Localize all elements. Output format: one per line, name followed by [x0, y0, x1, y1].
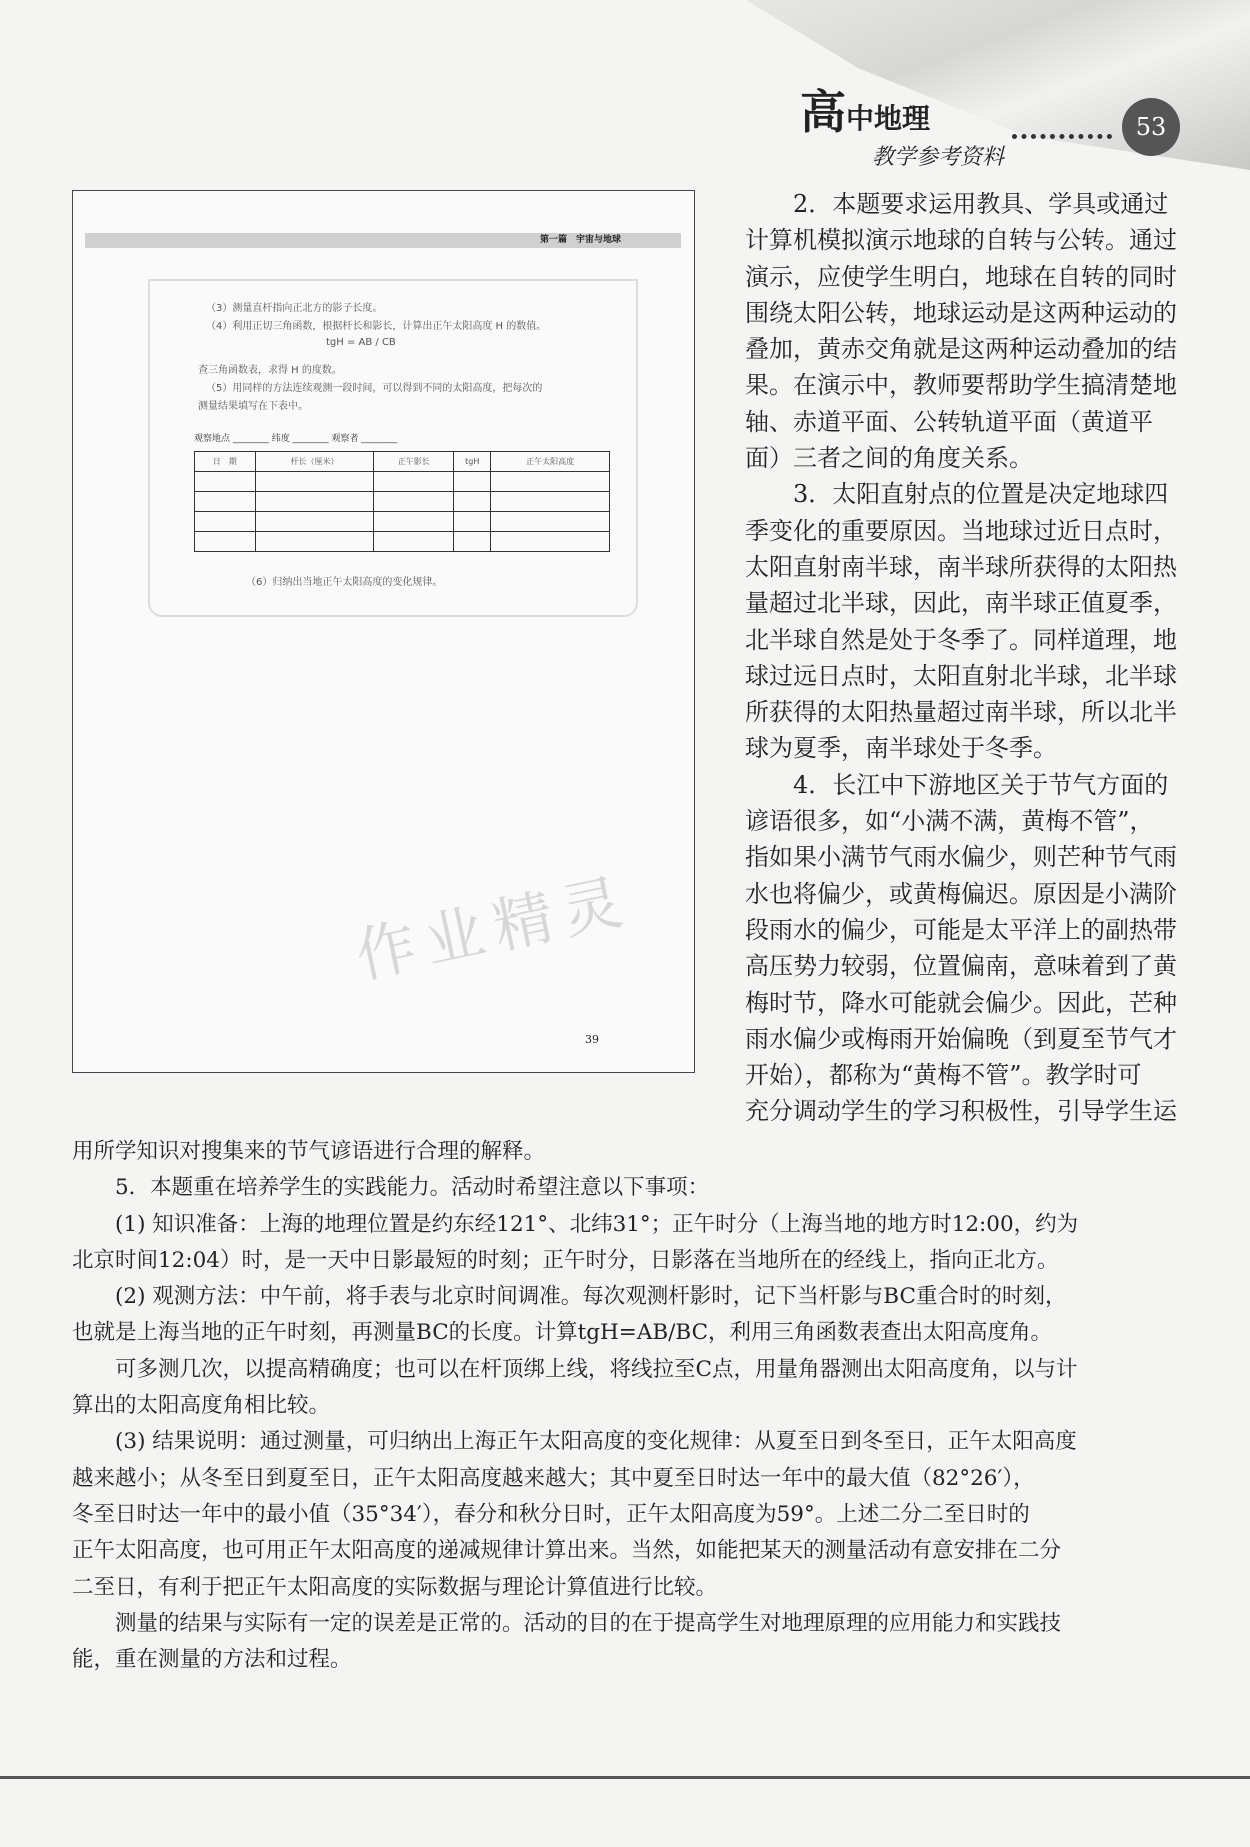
- text-line: 越来越小；从冬至日到夏至日，正午太阳高度越来越大；其中夏至日时达一年中的最大值（82°26′），: [72, 1465, 1035, 1491]
- table-header: 日 期: [195, 452, 256, 472]
- step-line: 查三角函数表，求得 H 的度数。: [198, 365, 342, 376]
- right-column-text: [745, 186, 1180, 1130]
- table-header: 正午太阳高度: [491, 452, 610, 472]
- text-line: 北京时间12:04）时，是一天中日影最短的时刻；正午时分，日影落在当地所在的经线上，指向正北方。: [72, 1247, 1059, 1273]
- observation-fields: 观察地点 ________ 纬度 ________ 观察者 ________: [194, 434, 398, 444]
- header-dots: [1012, 134, 1112, 139]
- text-line: 演示，应使学生明白，地球在自转的同时: [745, 262, 1177, 291]
- text-line: 季变化的重要原因。当地球过近日点时，: [745, 516, 1177, 545]
- watermark: 作业精灵: [349, 865, 639, 993]
- text-line: 轴、赤道平面、公转轨道平面（黄道平: [745, 407, 1153, 436]
- text-line: 量超过北半球，因此，南半球正值夏季，: [745, 589, 1177, 618]
- text-line: 也就是上海当地的正午时刻，再测量BC的长度。计算tgH=AB/BC，利用三角函数表查出太阳高度角。: [72, 1320, 1053, 1346]
- text-line: 3．太阳直射点的位置是决定地球四: [745, 480, 1169, 509]
- step-line: （4）利用正切三角函数，根据杆长和影长，计算出正午太阳高度 H 的数值。: [206, 321, 547, 332]
- text-line: 围绕太阳公转，地球运动是这两种运动的: [745, 298, 1177, 327]
- text-line: 面）三者之间的角度关系。: [745, 444, 1033, 473]
- text-line: 球过远日点时，太阳直射北半球，北半球: [745, 661, 1177, 690]
- text-line: 二至日，有利于把正午太阳高度的实际数据与理论计算值进行比较。: [72, 1574, 718, 1600]
- book-header: [800, 84, 1010, 176]
- embedded-textbook-page: [72, 190, 695, 1073]
- text-line: 指如果小满节气雨水偏少，则芒种节气雨: [745, 843, 1177, 872]
- table-header: tgH: [454, 452, 491, 472]
- step-6: （6）归纳出当地正午太阳高度的变化规律。: [246, 577, 443, 588]
- text-line: 2．本题要求运用教具、学具或通过: [745, 190, 1169, 218]
- text-line: (1) 知识准备：上海的地理位置是约东经121°、北纬31°；正午时分（上海当地的地方时12:00，约为: [72, 1211, 1079, 1237]
- text-line: 用所学知识对搜集来的节气谚语进行合理的解释。: [72, 1139, 546, 1164]
- text-line: 叠加，黄赤交角就是这两种运动叠加的结: [745, 335, 1177, 364]
- table-header: 正午影长: [374, 452, 454, 472]
- text-line: 5．本题重在培养学生的实践能力。活动时希望注意以下事项：: [72, 1175, 710, 1201]
- text-line: 冬至日时达一年中的最小值（35°34′），春分和秋分日时，正午太阳高度为59°。上述二分二至日时的: [72, 1501, 1030, 1527]
- text-line: 所获得的太阳热量超过南半球，所以北半: [745, 698, 1177, 727]
- observation-table: [194, 451, 610, 552]
- text-line: 果。在演示中，教师要帮助学生搞清楚地: [745, 371, 1177, 400]
- text-line: (3) 结果说明：通过测量，可归纳出上海正午太阳高度的变化规律：从夏至日到冬至日，正午太阳高度: [72, 1429, 1077, 1455]
- text-line: 计算机模拟演示地球的自转与公转。通过: [745, 226, 1177, 255]
- text-line: 开始），都称为“黄梅不管”。教学时可: [745, 1061, 1142, 1090]
- text-line: 雨水偏少或梅雨开始偏晚（到夏至节气才: [745, 1024, 1177, 1053]
- header-title: 中地理: [846, 102, 931, 135]
- text-line: 梅时节，降水可能就会偏少。因此，芒种: [745, 988, 1177, 1017]
- text-line: 球为夏季，南半球处于冬季。: [745, 734, 1057, 763]
- text-line: 能，重在测量的方法和过程。: [72, 1647, 352, 1673]
- text-line: 高压势力较弱，位置偏南，意味着到了黄: [745, 952, 1177, 981]
- text-line: 太阳直射南半球，南半球所获得的太阳热: [745, 552, 1177, 581]
- text-line: 正午太阳高度，也可用正午太阳高度的递减规律计算出来。当然，如能把某天的测量活动有意安排在二分: [72, 1538, 1062, 1564]
- bottom-rule: [0, 1776, 1250, 1779]
- text-line: 北半球自然是处于冬季了。同样道理，地: [745, 625, 1177, 654]
- text-line: 段雨水的偏少，可能是太平洋上的副热带: [745, 915, 1177, 944]
- header-subtitle: 教学参考资料: [872, 145, 1005, 170]
- text-line: 4．长江中下游地区关于节气方面的: [745, 770, 1169, 799]
- table-header: 杆长（厘米）: [255, 452, 374, 472]
- activity-card: [148, 279, 638, 617]
- text-line: 可多测几次，以提高精确度；也可以在杆顶绑上线，将线拉至C点，用量角器测出太阳高度角，以与计: [72, 1356, 1078, 1382]
- text-line: 谚语很多，如“小满不满，黄梅不管”，: [745, 807, 1154, 836]
- embedded-band-title: 第一篇 宇宙与地球: [85, 233, 681, 248]
- step-line: （3）测量直杆指向正北方的影子长度。: [206, 303, 383, 314]
- text-line: 水也将偏少，或黄梅偏迟。原因是小满阶: [745, 879, 1177, 908]
- text-line: 算出的太阳高度角相比较。: [72, 1393, 331, 1419]
- step-line: （5）用同样的方法连续观测一段时间，可以得到不同的太阳高度，把每次的: [206, 383, 543, 394]
- full-width-text: [72, 1134, 1182, 1678]
- header-title-big: 高: [800, 85, 846, 139]
- page-number: 53: [1122, 98, 1180, 156]
- formula: tgH = AB / CB: [326, 337, 396, 348]
- text-line: 充分调动学生的学习积极性，引导学生运: [745, 1097, 1177, 1126]
- text-line: (2) 观测方法：中午前，将手表与北京时间调准。每次观测杆影时，记下当杆影与BC重合时的时刻，: [72, 1284, 1067, 1310]
- text-line: 测量的结果与实际有一定的误差是正常的。活动的目的在于提高学生对地理原理的应用能力和实践技: [72, 1610, 1062, 1636]
- embedded-page-number: 39: [585, 1033, 599, 1046]
- step-line: 测量结果填写在下表中。: [198, 401, 308, 412]
